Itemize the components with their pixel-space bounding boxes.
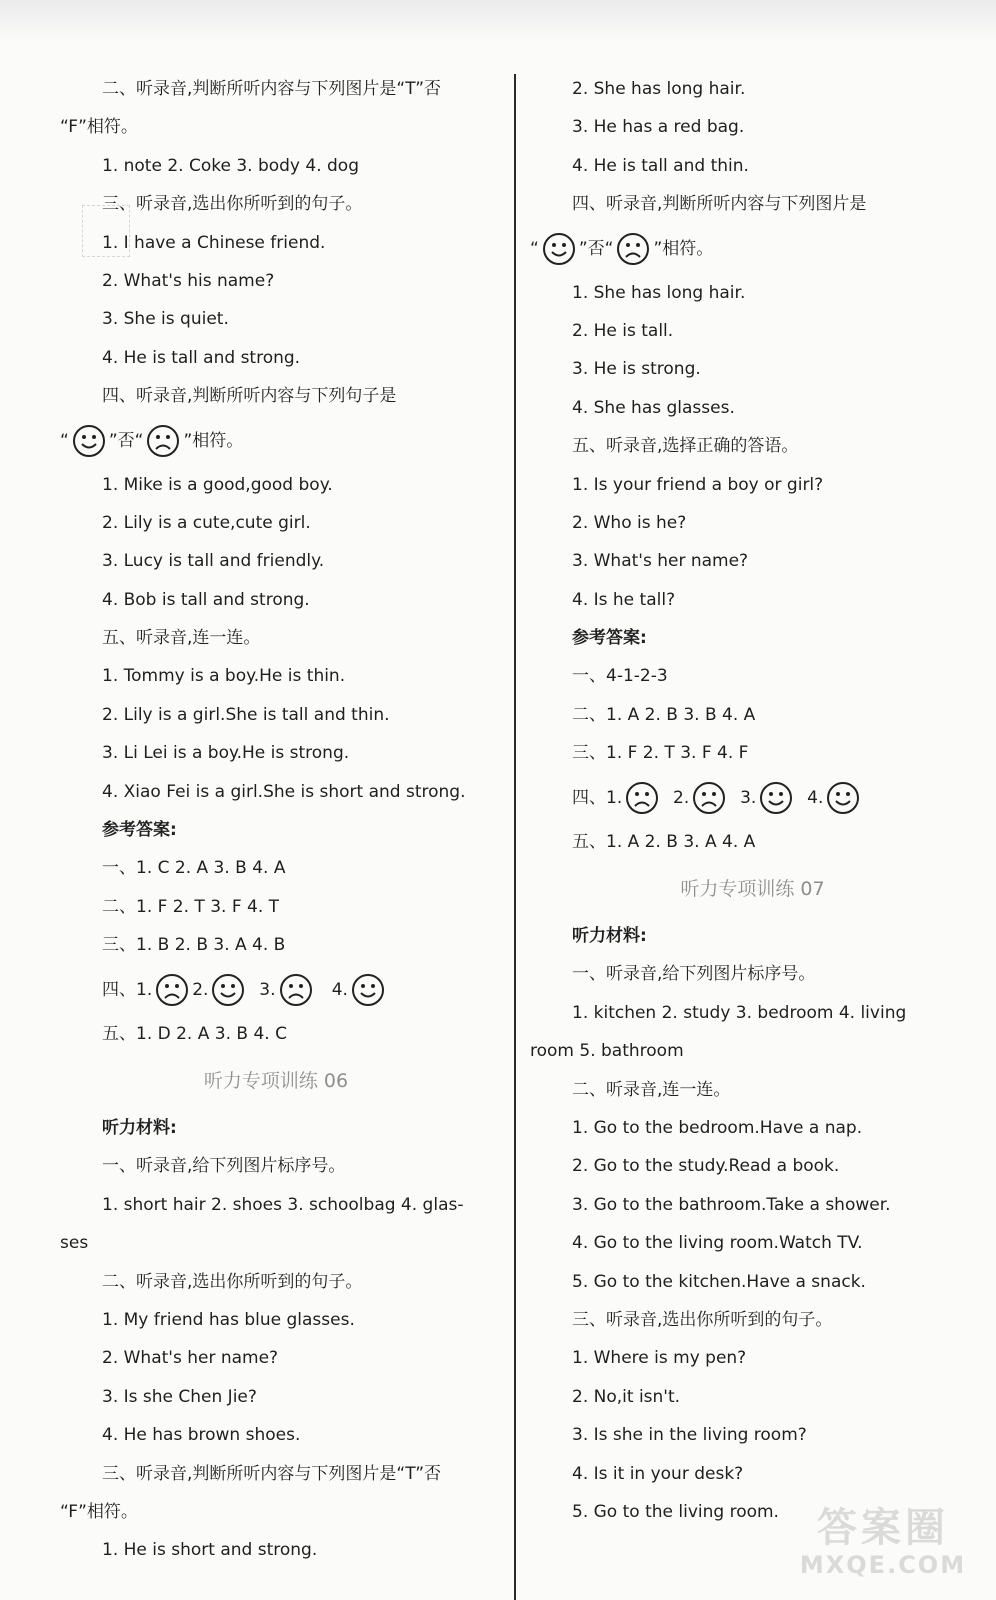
list-item: 1. My friend has blue glasses. [102,1309,355,1330]
list-item: 4. He is tall and strong. [102,347,301,368]
answer-row: 三、1. B 2. B 3. A 4. B [102,935,286,956]
list-item: 2. No,it isn't. [572,1386,681,1407]
quote-open: “ [60,430,69,451]
list-item: 2. Lily is a girl.She is tall and thin. [102,704,390,725]
list-item: 3. She is quiet. [102,309,229,330]
word-list: 1. note 2. Coke 3. body 4. dog [102,155,360,176]
answer-row-faces [60,965,492,1015]
answer-row: 五、1. A 2. B 3. A 4. A [572,831,756,852]
list-item: 4. Xiao Fei is a girl.She is short and strong. [102,781,466,802]
answer-label: 四、1. [102,979,153,1000]
scan-top-shadow [0,0,996,40]
materials-title: 听力材料: [102,1117,177,1138]
section-title: 四、听录音,判断所听内容与下列句子是 [102,386,397,407]
quote-mid: ”否“ [578,238,614,259]
list-item: 4. Go to the living room.Watch TV. [572,1233,863,1254]
answers-title: 参考答案: [572,628,647,649]
materials-title: 听力材料: [572,926,647,947]
sad-face-icon [616,232,650,266]
list-item: 1. Where is my pen? [572,1348,747,1369]
section-title: 四、听录音,判断所听内容与下列图片是 [572,194,867,215]
list-item: 3. He is strong. [572,359,701,380]
list-item-cut: 1. He is short and strong. [102,1540,318,1561]
list-item: 4. Is he tall? [572,589,676,610]
list-item: 3. Is she in the living room? [572,1425,807,1446]
sad-face-icon [146,424,180,458]
section-title: 一、听录音,给下列图片标序号。 [572,964,816,985]
smile-face-icon [826,781,860,815]
list-item: 1. Go to the bedroom.Have a nap. [572,1117,863,1138]
answer-row: 三、1. F 2. T 3. F 4. F [572,743,749,764]
answer-label: 3. [740,787,757,808]
quote-mid: ”否“ [108,430,144,451]
answers-title: 参考答案: [102,820,177,841]
answer-label: 2. [192,979,209,1000]
section-title: 三、听录音,选出你所听到的句子。 [102,194,363,215]
answer-row: 二、1. A 2. B 3. B 4. A [572,704,756,725]
list-item: 1. She has long hair. [572,282,746,303]
list-item: 1. Tommy is a boy.He is thin. [102,666,346,687]
section-title-cont [60,416,492,466]
section-title: 二、听录音,连一连。 [572,1079,731,1100]
list-item: 3. Go to the bathroom.Take a shower. [572,1194,891,1215]
answer-label: 4. [807,787,824,808]
section-title: 一、听录音,给下列图片标序号。 [102,1156,346,1177]
answer-row: 五、1. D 2. A 3. B 4. C [102,1023,287,1044]
left-column [60,70,492,1570]
quote-close: ”相符。 [183,430,244,451]
sad-face-icon [625,781,659,815]
quote-open: “ [530,238,539,259]
section-title: 五、听录音,选择正确的答语。 [572,436,799,457]
list-item: 5. Go to the kitchen.Have a snack. [572,1271,866,1292]
list-item: 2. He is tall. [572,320,674,341]
answer-label: 3. [259,979,276,1000]
word-list-cont: ses [60,1233,89,1254]
smile-face-icon [542,232,576,266]
section-title-cont: “F”相符。 [60,1501,138,1522]
answer-row: 一、4-1-2-3 [572,666,668,687]
list-item: 2. Go to the study.Read a book. [572,1156,840,1177]
list-item: 2. Who is he? [572,512,687,533]
smile-face-icon [72,424,106,458]
section-title: 二、听录音,选出你所听到的句子。 [102,1271,363,1292]
list-item: 4. She has glasses. [572,397,735,418]
column-divider [514,74,516,1600]
word-list-cont: room 5. bathroom [530,1041,684,1062]
list-item: 4. Bob is tall and strong. [102,589,310,610]
section-title: 二、听录音,判断所听内容与下列图片是“T”否 [102,79,442,99]
list-item: 2. What's his name? [102,270,275,291]
sad-face-icon [692,781,726,815]
sad-face-icon [279,973,313,1007]
list-item: 3. He has a red bag. [572,117,745,138]
word-list: 1. kitchen 2. study 3. bedroom 4. living [572,1002,907,1023]
answer-label: 4. [331,979,348,1000]
list-item: 1. I have a Chinese friend. [102,232,326,253]
smile-face-icon [759,781,793,815]
right-column [530,70,975,1531]
list-item: 1. Mike is a good,good boy. [102,474,333,495]
section-title: 五、听录音,连一连。 [102,628,261,649]
section-title: 三、听录音,判断所听内容与下列图片是“T”否 [102,1463,442,1484]
answer-row-faces [530,773,975,823]
list-item: 4. He has brown shoes. [102,1425,301,1446]
answer-row: 二、1. F 2. T 3. F 4. T [102,896,280,917]
list-item: 2. She has long hair. [572,79,746,99]
answer-label: 2. [673,787,690,808]
sad-face-icon [155,973,189,1007]
list-item: 4. Is it in your desk? [572,1463,744,1484]
list-item: 3. Is she Chen Jie? [102,1386,257,1407]
list-item: 1. Is your friend a boy or girl? [572,474,824,495]
list-item: 2. Lily is a cute,cute girl. [102,512,311,533]
watermark-logo-text: 答案圈 [817,1505,949,1551]
answer-label: 四、1. [572,787,623,808]
quote-close: ”相符。 [653,238,714,259]
section-title-cont [530,224,975,274]
section-title: 三、听录音,选出你所听到的句子。 [572,1309,833,1330]
smile-face-icon [211,973,245,1007]
watermark-url: MXQE.COM [799,1551,967,1579]
list-item: 3. What's her name? [572,551,749,572]
section-title-cont: “F”相符。 [60,117,138,138]
smile-face-icon [351,973,385,1007]
list-item: 2. What's her name? [102,1348,279,1369]
answer-row: 一、1. C 2. A 3. B 4. A [102,858,286,879]
section-heading: 听力专项训练 06 [203,1069,349,1092]
list-item-cut: 5. Go to the living room. [572,1501,779,1522]
list-item: 3. Li Lei is a boy.He is strong. [102,743,350,764]
list-item: 3. Lucy is tall and friendly. [102,551,325,572]
word-list: 1. short hair 2. shoes 3. schoolbag 4. glas- [102,1194,464,1215]
list-item: 4. He is tall and thin. [572,155,749,176]
section-heading: 听力专项训练 07 [680,878,825,901]
site-watermark [788,1506,978,1584]
